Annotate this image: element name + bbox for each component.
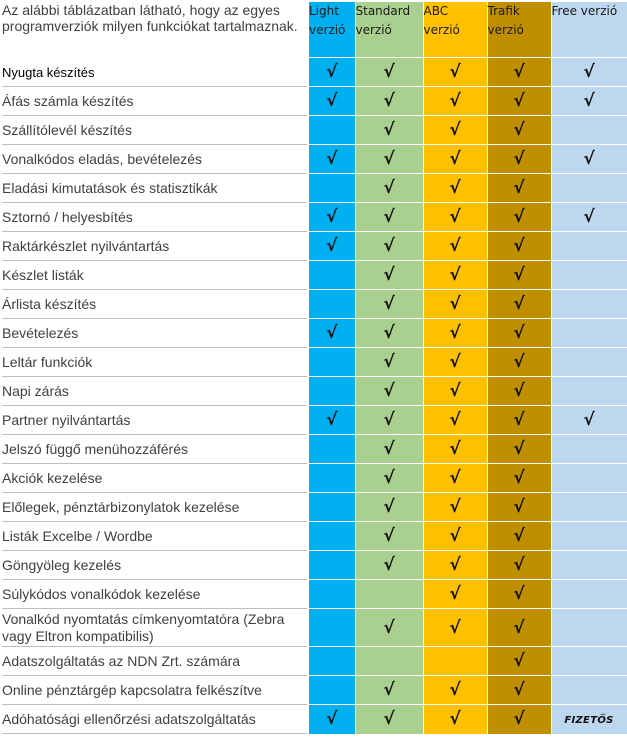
cell-abc bbox=[423, 609, 487, 647]
cell-light bbox=[308, 319, 355, 348]
cell-free bbox=[551, 551, 627, 580]
cell-light bbox=[308, 377, 355, 406]
feature-label: Akciók kezelése bbox=[2, 464, 308, 493]
check-mark-icon: √ bbox=[383, 323, 395, 343]
table-row bbox=[2, 676, 627, 705]
cell-free bbox=[551, 493, 627, 522]
check-mark-icon: √ bbox=[513, 410, 525, 430]
header-light: Light verzió bbox=[308, 2, 355, 58]
cell-abc bbox=[423, 203, 487, 232]
cell-standard bbox=[355, 145, 423, 174]
cell-abc bbox=[423, 551, 487, 580]
feature-label: Adatszolgáltatás az NDN Zrt. számára bbox=[2, 647, 308, 676]
cell-standard bbox=[355, 705, 423, 734]
check-mark-icon: √ bbox=[383, 207, 395, 227]
check-mark-icon: √ bbox=[513, 555, 525, 575]
check-mark-icon: √ bbox=[513, 178, 525, 198]
check-mark-icon: √ bbox=[513, 265, 525, 285]
table-row bbox=[2, 609, 627, 647]
check-mark-icon: √ bbox=[513, 439, 525, 459]
cell-light bbox=[308, 116, 355, 145]
cell-abc bbox=[423, 87, 487, 116]
cell-trafik bbox=[487, 609, 551, 647]
check-mark-icon: √ bbox=[383, 468, 395, 488]
cell-free bbox=[551, 406, 627, 435]
check-mark-icon: √ bbox=[383, 91, 395, 111]
cell-abc bbox=[423, 174, 487, 203]
header-trafik: Trafik verzió bbox=[487, 2, 551, 58]
cell-light bbox=[308, 493, 355, 522]
check-mark-icon: √ bbox=[513, 651, 525, 671]
cell-standard bbox=[355, 261, 423, 290]
cell-standard bbox=[355, 377, 423, 406]
feature-label: Bevételezés bbox=[2, 319, 308, 348]
feature-label: Szállítólevél készítés bbox=[2, 116, 308, 145]
check-mark-icon: √ bbox=[383, 410, 395, 430]
check-mark-icon: √ bbox=[449, 680, 461, 700]
check-mark-icon: √ bbox=[383, 236, 395, 256]
cell-standard bbox=[355, 319, 423, 348]
check-mark-icon: √ bbox=[383, 555, 395, 575]
check-mark-icon: √ bbox=[449, 294, 461, 314]
cell-standard bbox=[355, 348, 423, 377]
feature-label: Adóhatósági ellenőrzési adatszolgáltatás bbox=[2, 705, 308, 734]
check-mark-icon: √ bbox=[383, 62, 395, 82]
cell-free bbox=[551, 609, 627, 647]
check-mark-icon: √ bbox=[513, 709, 525, 730]
cell-free bbox=[551, 261, 627, 290]
cell-light bbox=[308, 174, 355, 203]
cell-free bbox=[551, 203, 627, 232]
intro-text: Az alábbi táblázatban látható, hogy az egyes programverziók milyen funkciókat tartalmaznak. bbox=[2, 2, 308, 58]
check-mark-icon: √ bbox=[513, 236, 525, 256]
feature-label: Nyugta készítés bbox=[2, 58, 308, 87]
cell-standard bbox=[355, 116, 423, 145]
check-mark-icon: √ bbox=[513, 91, 525, 111]
check-mark-icon: √ bbox=[513, 207, 525, 227]
check-mark-icon: √ bbox=[583, 207, 595, 227]
cell-light bbox=[308, 609, 355, 647]
cell-trafik bbox=[487, 406, 551, 435]
cell-abc bbox=[423, 406, 487, 435]
cell-light bbox=[308, 348, 355, 377]
table-row bbox=[2, 261, 627, 290]
feature-label: Árlista készítés bbox=[2, 290, 308, 319]
check-mark-icon: √ bbox=[513, 62, 525, 82]
check-mark-icon: √ bbox=[513, 352, 525, 372]
cell-free bbox=[551, 174, 627, 203]
cell-trafik bbox=[487, 705, 551, 734]
cell-trafik bbox=[487, 580, 551, 609]
feature-label: Jelszó függő menühozzáférés bbox=[2, 435, 308, 464]
cell-light bbox=[308, 464, 355, 493]
version-comparison-table bbox=[2, 2, 627, 734]
cell-light bbox=[308, 522, 355, 551]
check-mark-icon: √ bbox=[383, 381, 395, 401]
cell-abc bbox=[423, 377, 487, 406]
cell-abc bbox=[423, 676, 487, 705]
check-mark-icon: √ bbox=[383, 497, 395, 517]
check-mark-icon: √ bbox=[583, 91, 595, 111]
check-mark-icon: √ bbox=[449, 410, 461, 430]
check-mark-icon: √ bbox=[449, 91, 461, 111]
check-mark-icon: √ bbox=[449, 526, 461, 546]
check-mark-icon: √ bbox=[513, 617, 525, 638]
feature-label: Raktárkészlet nyilvántartás bbox=[2, 232, 308, 261]
cell-light bbox=[308, 87, 355, 116]
cell-abc bbox=[423, 493, 487, 522]
check-mark-icon: √ bbox=[326, 323, 338, 343]
cell-trafik bbox=[487, 203, 551, 232]
check-mark-icon: √ bbox=[449, 468, 461, 488]
check-mark-icon: √ bbox=[326, 709, 338, 730]
cell-trafik bbox=[487, 232, 551, 261]
cell-free bbox=[551, 464, 627, 493]
cell-free bbox=[551, 58, 627, 87]
check-mark-icon: √ bbox=[383, 526, 395, 546]
check-mark-icon: √ bbox=[449, 617, 461, 638]
table-row bbox=[2, 232, 627, 261]
feature-label: Partner nyilvántartás bbox=[2, 406, 308, 435]
header-abc: ABC verzió bbox=[423, 2, 487, 58]
check-mark-icon: √ bbox=[326, 236, 338, 256]
cell-standard bbox=[355, 464, 423, 493]
cell-trafik bbox=[487, 290, 551, 319]
check-mark-icon: √ bbox=[513, 468, 525, 488]
cell-trafik bbox=[487, 493, 551, 522]
feature-label: Listák Excelbe / Wordbe bbox=[2, 522, 308, 551]
cell-light bbox=[308, 551, 355, 580]
check-mark-icon: √ bbox=[326, 62, 338, 82]
cell-free bbox=[551, 319, 627, 348]
cell-free bbox=[551, 348, 627, 377]
cell-trafik bbox=[487, 116, 551, 145]
check-mark-icon: √ bbox=[449, 323, 461, 343]
check-mark-icon: √ bbox=[383, 439, 395, 459]
table-row bbox=[2, 348, 627, 377]
cell-standard bbox=[355, 580, 423, 609]
cell-trafik bbox=[487, 676, 551, 705]
check-mark-icon: √ bbox=[449, 555, 461, 575]
cell-light bbox=[308, 232, 355, 261]
cell-abc bbox=[423, 290, 487, 319]
cell-abc bbox=[423, 435, 487, 464]
cell-light bbox=[308, 145, 355, 174]
cell-standard bbox=[355, 87, 423, 116]
cell-trafik bbox=[487, 377, 551, 406]
cell-trafik bbox=[487, 348, 551, 377]
check-mark-icon: √ bbox=[383, 120, 395, 140]
check-mark-icon: √ bbox=[449, 352, 461, 372]
table-row bbox=[2, 464, 627, 493]
cell-standard bbox=[355, 647, 423, 676]
cell-light bbox=[308, 261, 355, 290]
check-mark-icon: √ bbox=[449, 381, 461, 401]
table-row bbox=[2, 58, 627, 87]
cell-standard bbox=[355, 435, 423, 464]
cell-light bbox=[308, 290, 355, 319]
cell-standard bbox=[355, 493, 423, 522]
cell-free bbox=[551, 145, 627, 174]
cell-abc bbox=[423, 348, 487, 377]
check-mark-icon: √ bbox=[383, 294, 395, 314]
cell-abc bbox=[423, 522, 487, 551]
table-row bbox=[2, 377, 627, 406]
cell-free bbox=[551, 522, 627, 551]
cell-abc bbox=[423, 58, 487, 87]
check-mark-icon: √ bbox=[449, 207, 461, 227]
feature-label: Előlegek, pénztárbizonylatok kezelése bbox=[2, 493, 308, 522]
cell-trafik bbox=[487, 174, 551, 203]
table-row bbox=[2, 522, 627, 551]
table-row bbox=[2, 203, 627, 232]
cell-abc bbox=[423, 647, 487, 676]
table-row bbox=[2, 647, 627, 676]
check-mark-icon: √ bbox=[513, 497, 525, 517]
cell-light bbox=[308, 58, 355, 87]
feature-label: Eladási kimutatások és statisztikák bbox=[2, 174, 308, 203]
feature-label: Sztornó / helyesbítés bbox=[2, 203, 308, 232]
cell-standard bbox=[355, 522, 423, 551]
check-mark-icon: √ bbox=[449, 439, 461, 459]
table-row bbox=[2, 493, 627, 522]
cell-standard bbox=[355, 551, 423, 580]
cell-trafik bbox=[487, 551, 551, 580]
cell-light bbox=[308, 705, 355, 734]
cell-light bbox=[308, 203, 355, 232]
cell-trafik bbox=[487, 464, 551, 493]
check-mark-icon: √ bbox=[383, 149, 395, 169]
feature-label: Vonalkód nyomtatás címkenyomtatóra (Zebra vagy Eltron kompatibilis) bbox=[2, 609, 308, 647]
check-mark-icon: √ bbox=[449, 62, 461, 82]
check-mark-icon: √ bbox=[326, 207, 338, 227]
check-mark-icon: √ bbox=[383, 352, 395, 372]
cell-abc bbox=[423, 705, 487, 734]
check-mark-icon: √ bbox=[513, 381, 525, 401]
cell-abc bbox=[423, 145, 487, 174]
check-mark-icon: √ bbox=[583, 62, 595, 82]
cell-standard bbox=[355, 290, 423, 319]
header-row bbox=[2, 2, 627, 58]
cell-abc bbox=[423, 464, 487, 493]
cell-free bbox=[551, 647, 627, 676]
check-mark-icon: √ bbox=[449, 709, 461, 730]
cell-free bbox=[551, 580, 627, 609]
cell-trafik bbox=[487, 145, 551, 174]
check-mark-icon: √ bbox=[383, 709, 395, 730]
check-mark-icon: √ bbox=[326, 91, 338, 111]
cell-abc bbox=[423, 232, 487, 261]
check-mark-icon: √ bbox=[513, 323, 525, 343]
cell-standard bbox=[355, 676, 423, 705]
check-mark-icon: √ bbox=[513, 149, 525, 169]
check-mark-icon: √ bbox=[449, 584, 461, 604]
cell-free bbox=[551, 676, 627, 705]
cell-standard bbox=[355, 203, 423, 232]
feature-label: Áfás számla készítés bbox=[2, 87, 308, 116]
cell-trafik bbox=[487, 522, 551, 551]
cell-free bbox=[551, 290, 627, 319]
header-standard: Standard verzió bbox=[355, 2, 423, 58]
cell-standard bbox=[355, 58, 423, 87]
cell-free bbox=[551, 232, 627, 261]
cell-free bbox=[551, 377, 627, 406]
table-row bbox=[2, 580, 627, 609]
check-mark-icon: √ bbox=[513, 294, 525, 314]
check-mark-icon: √ bbox=[513, 526, 525, 546]
cell-light bbox=[308, 676, 355, 705]
cell-trafik bbox=[487, 435, 551, 464]
feature-label: Online pénztárgép kapcsolatra felkészítve bbox=[2, 676, 308, 705]
table-row bbox=[2, 290, 627, 319]
check-mark-icon: √ bbox=[449, 236, 461, 256]
check-mark-icon: √ bbox=[326, 149, 338, 169]
cell-trafik bbox=[487, 87, 551, 116]
check-mark-icon: √ bbox=[513, 584, 525, 604]
check-mark-icon: √ bbox=[449, 178, 461, 198]
cell-trafik bbox=[487, 261, 551, 290]
table-row bbox=[2, 145, 627, 174]
paid-label: FIZETŐS bbox=[564, 715, 614, 727]
cell-abc bbox=[423, 261, 487, 290]
check-mark-icon: √ bbox=[513, 680, 525, 700]
table-row bbox=[2, 435, 627, 464]
cell-standard bbox=[355, 609, 423, 647]
feature-label: Napi zárás bbox=[2, 377, 308, 406]
cell-free bbox=[551, 435, 627, 464]
cell-free bbox=[551, 87, 627, 116]
cell-trafik bbox=[487, 319, 551, 348]
check-mark-icon: √ bbox=[449, 120, 461, 140]
table-row bbox=[2, 551, 627, 580]
check-mark-icon: √ bbox=[449, 265, 461, 285]
cell-free bbox=[551, 116, 627, 145]
cell-abc bbox=[423, 580, 487, 609]
cell-standard bbox=[355, 232, 423, 261]
feature-label: Készlet listák bbox=[2, 261, 308, 290]
feature-label: Leltár funkciók bbox=[2, 348, 308, 377]
table-row bbox=[2, 705, 627, 734]
table-row bbox=[2, 87, 627, 116]
table-row bbox=[2, 319, 627, 348]
cell-abc bbox=[423, 319, 487, 348]
cell-trafik bbox=[487, 58, 551, 87]
cell-free bbox=[551, 705, 627, 734]
cell-light bbox=[308, 647, 355, 676]
check-mark-icon: √ bbox=[383, 680, 395, 700]
check-mark-icon: √ bbox=[326, 410, 338, 430]
cell-standard bbox=[355, 406, 423, 435]
table-row bbox=[2, 174, 627, 203]
check-mark-icon: √ bbox=[583, 410, 595, 430]
feature-rows bbox=[2, 58, 627, 734]
check-mark-icon: √ bbox=[383, 617, 395, 638]
table-row bbox=[2, 116, 627, 145]
check-mark-icon: √ bbox=[449, 497, 461, 517]
header-free: Free verzió bbox=[551, 2, 627, 58]
check-mark-icon: √ bbox=[513, 120, 525, 140]
check-mark-icon: √ bbox=[449, 149, 461, 169]
check-mark-icon: √ bbox=[583, 149, 595, 169]
cell-light bbox=[308, 435, 355, 464]
feature-label: Göngyöleg kezelés bbox=[2, 551, 308, 580]
feature-label: Vonalkódos eladás, bevételezés bbox=[2, 145, 308, 174]
check-mark-icon: √ bbox=[383, 265, 395, 285]
feature-label: Súlykódos vonalkódok kezelése bbox=[2, 580, 308, 609]
cell-standard bbox=[355, 174, 423, 203]
cell-light bbox=[308, 580, 355, 609]
cell-light bbox=[308, 406, 355, 435]
check-mark-icon: √ bbox=[383, 178, 395, 198]
table-row bbox=[2, 406, 627, 435]
cell-trafik bbox=[487, 647, 551, 676]
cell-abc bbox=[423, 116, 487, 145]
